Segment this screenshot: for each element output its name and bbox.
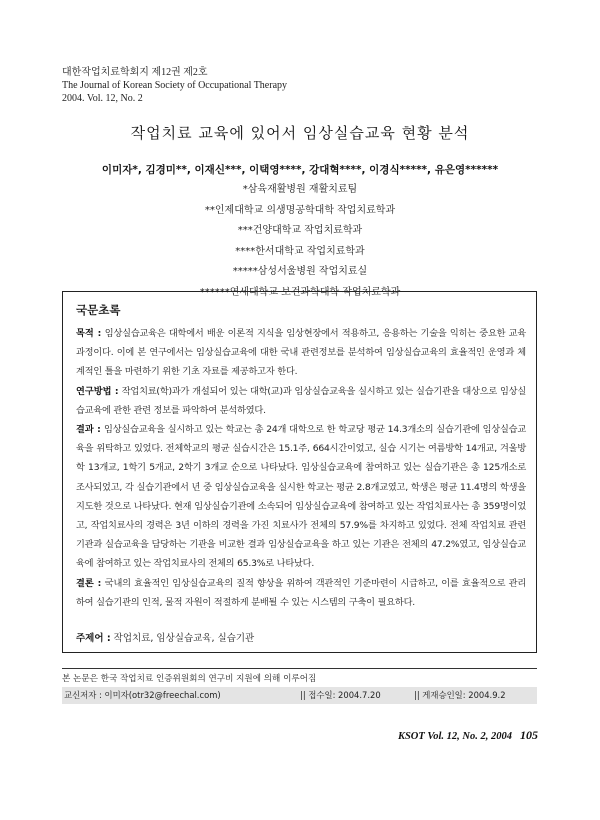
author-list: 이미자*, 김경미**, 이재신***, 이택영****, 강대혁****, 이경식*****, 유은영****** — [101, 164, 499, 176]
accepted-date: || 게재승인일: 2004.9.2 — [414, 690, 506, 700]
section-label: 목적 : — [76, 328, 102, 339]
affiliation-item: ****한서대학교 작업치료학과 — [235, 245, 365, 257]
correspondence-bar — [62, 687, 537, 704]
received-date: || 접수일: 2004.7.20 — [300, 690, 381, 700]
section-label: 결과 : — [76, 424, 101, 436]
affiliation-item: *****삼성서울병원 작업치료실 — [232, 266, 368, 278]
affiliation-item: **인제대학교 의생명공학대학 작업치료학과 — [204, 204, 396, 216]
footer-journal: KSOT Vol. 12, No. 2, 2004 — [397, 731, 512, 742]
page-number: 105 — [520, 728, 538, 742]
section-text: 국내의 효율적인 임상실습교육의 질적 향상을 위하여 객관적인 기준마련이 시급하고, 이를 효율적으로 관리하여 실습기관의 인적, 물적 자원이 적절하게 분배될 수 있는 시스템의 구축이 필요하다. — [76, 577, 526, 608]
abstract-box — [62, 291, 537, 653]
paper-title: 작업치료 교육에 있어서 임상실습교육 현황 분석 — [130, 124, 470, 142]
page-footer — [398, 728, 538, 743]
abstract-section-purpose — [76, 324, 526, 382]
affiliation-item: ***건양대학교 작업치료학과 — [237, 225, 363, 237]
abstract-section-results — [76, 420, 526, 574]
footnote-divider — [62, 668, 537, 669]
affiliation-item: ******연세대학교 보건과학대학 작업치료학과 — [199, 286, 401, 298]
affiliation-list — [0, 180, 600, 304]
keywords-text: 작업치료, 임상실습교육, 실습기관 — [113, 633, 255, 644]
journal-header — [62, 66, 287, 105]
section-label: 연구방법 : — [76, 385, 119, 397]
section-label: 결론 : — [76, 577, 102, 589]
abstract-section-conclusion — [76, 574, 526, 612]
funding-note: 본 논문은 한국 작업치료 인증위원회의 연구비 지원에 의해 이루어짐 — [62, 674, 317, 684]
journal-name-english: The Journal of Korean Society of Occupational Therapy — [62, 80, 288, 91]
affiliation-item: *삼육재활병원 재활치료팀 — [242, 184, 358, 195]
abstract-section-method — [76, 382, 526, 420]
keywords-label: 주제어 : — [76, 633, 111, 644]
abstract-sections — [76, 324, 526, 612]
corresponding-author: 교신저자 : 이미자(otr32@freechal.com) — [64, 690, 221, 700]
section-text: 작업치료(학)과가 개설되어 있는 대학(교)과 임상실습교육을 실시하고 있는 실습기관을 대상으로 임상실습교육에 관한 관련 정보를 파악하여 분석하였다. — [76, 385, 527, 416]
section-text: 임상실습교육을 실시하고 있는 학교는 총 24개 대학으로 한 학교당 평균 14.3개소의 실습기관에 임상실습교육을 위탁하고 있었다. 전체학교의 평균 실습시간은 15.1주, 664시간이었고, 실습 시기는 여름방학 14개교, 겨울방학 13개교, 1학기 5개교, 2학기 3개교 순으로 나타났다. 임상실습교육에 참여하고 있는 실습기관은 총 125개소로 조사되었고, 각 실습기관에서 년 중 임상실습교육을 실시한 학교는 평균 2.8개교였고, 학생은 평균 11.4명의 학생을 지도한 것으로 나타났다. 현재 임상실습기관에 소속되어 임상실습교육에 참여하고 있는 작업치료사는 총 359명이었고, 작업치료사의 경력은 3년 이하의 경력을 가진 치료사가 전체의 57.9%를 차지하고 있었다. 전체 작업치료 관련 기관과 실습교육을 담당하는 기관을 비교한 결과 임상실습교육을 하고 있는 기관은 전체의 47.2%였고, 임상실습교육에 참여하고 있는 작업치료사의 전체의 65.3%로 나타났다. — [76, 424, 527, 570]
section-text: 임상실습교육은 대학에서 배운 이론적 지식을 임상현장에서 적용하고, 응용하는 기술을 익히는 중요한 교육과정이다. 이에 본 연구에서는 임상실습교육에 대한 국내 관련정보를 분석하여 임상실습교육의 효율적인 운영과 체계적인 틀을 마련하기 위한 기초 자료를 제공하고자 한다. — [76, 328, 526, 378]
journal-volume: 2004. Vol. 12, No. 2 — [62, 93, 143, 104]
journal-name-korean: 대한작업치료학회지 제12권 제2호 — [62, 67, 208, 78]
keywords — [76, 630, 254, 644]
abstract-heading: 국문초록 — [76, 303, 121, 317]
